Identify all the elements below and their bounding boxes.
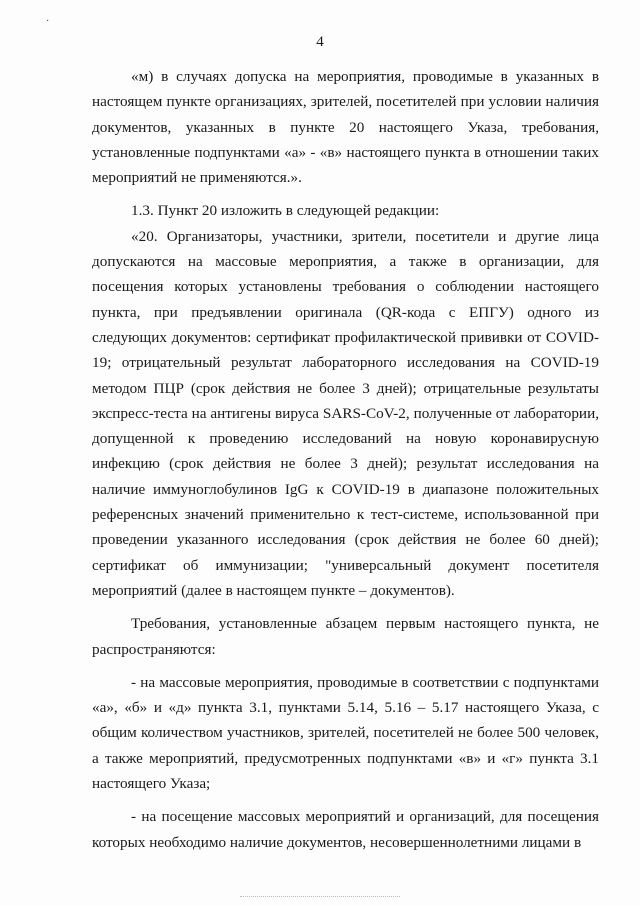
- paragraph-item-20: «20. Организаторы, участники, зрители, посетители и другие лица допускаются на массовые мероприятия, а также в организации, для посещения которых установлены требования о соблюдении настоящего пункта, при предъявлении оригинала (QR-кода с ЕПГУ) одного из следующих документов: сертификат профилактической прививки от COVID-19; отрицательный результат лабораторного исследования на COVID-19 методом ПЦР (срок действия не более 3 дней); отрицательные результаты экспресс-теста на антигены вируса SARS-CoV-2, полученные от лаборатории, допущенной к проведению исследований на новую коронавирусную инфекцию (срок действия не более 3 дней); результат исследования на наличие иммуноглобулинов IgG к COVID-19 в диапазоне положительных референсных значений применительно к тест-системе, использованной при проведении указанного исследования (срок действия не более 60 дней); сертификат об иммунизации; "универсальный документ посетителя мероприятий (далее в настоящем пункте – документов).: [92, 227, 599, 599]
- scan-artifact-line: [240, 896, 400, 899]
- paragraph-requirements: Требования, установленные абзацем первым настоящего пункта, не распространяются:: [92, 615, 599, 658]
- page-number: 4: [316, 34, 324, 50]
- paragraph-exception-minors: - на посещение массовых мероприятий и организаций, для посещения которых необходимо наличие документов, несовершеннолетними лицами в: [92, 808, 599, 851]
- paragraph-exception-mass-events: - на массовые мероприятия, проводимые в соответствии с подпунктами «а», «б» и «д» пункта 3.1, пунктами 5.14, 5.16 – 5.17 настоящего Указа, с общим количеством участников, зрителей, посетителей не более 500 человек, а также мероприятий, предусмотренных подпунктами «в» и «г» пункта 3.1 настоящего Указа;: [92, 673, 599, 793]
- scan-mark: ·: [46, 16, 50, 27]
- document-body: [92, 64, 599, 855]
- paragraph-subitem-m: «м) в случаях допуска на мероприятия, проводимые в указанных в настоящем пункте организациях, зрителей, посетителей при условии наличия документов, указанных в пункте 20 настоящего Указа, требования, установленные подпунктами «а» - «в» настоящего пункта в отношении таких мероприятий не применяются.».: [92, 68, 599, 187]
- paragraph-item-1-3: 1.3. Пункт 20 изложить в следующей редакции:: [131, 202, 440, 220]
